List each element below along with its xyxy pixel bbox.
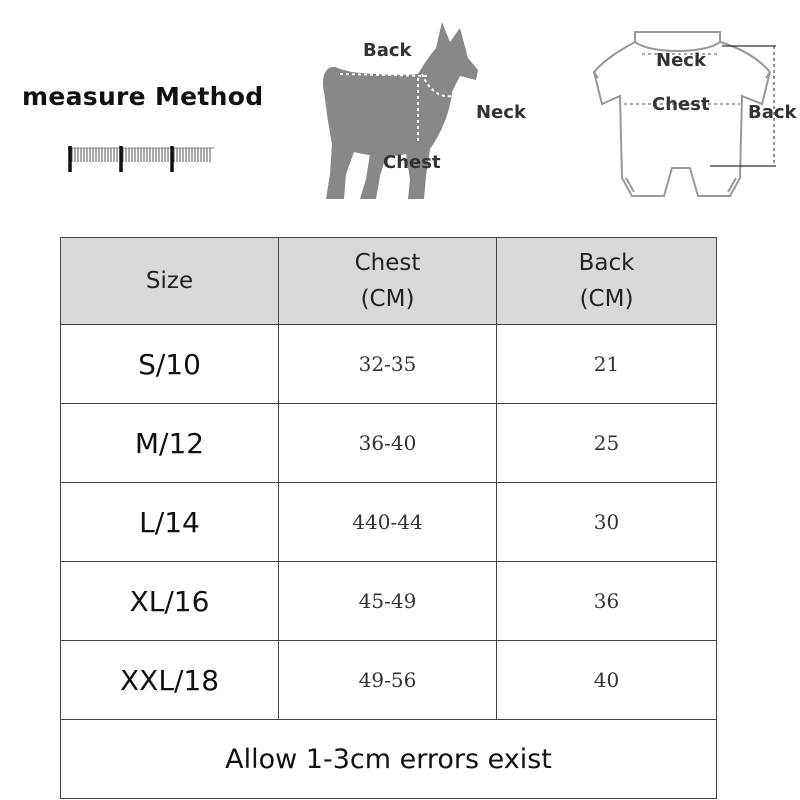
table-header-row — [61, 238, 717, 325]
header-chest: Chest (CM) — [279, 238, 497, 325]
table-row — [61, 404, 717, 483]
back-cell: 30 — [497, 483, 717, 562]
jumpsuit-back-label: Back — [748, 102, 797, 123]
size-cell: M/12 — [61, 404, 279, 483]
table-row — [61, 483, 717, 562]
jumpsuit-chest-label: Chest — [652, 94, 710, 115]
dog-back-label: Back — [363, 40, 412, 61]
jumpsuit-neck-label: Neck — [656, 50, 706, 71]
size-cell: XXL/18 — [61, 641, 279, 720]
back-cell: 21 — [497, 325, 717, 404]
table-row — [61, 562, 717, 641]
chest-cell: 36-40 — [279, 404, 497, 483]
ruler-icon — [66, 140, 216, 176]
measurement-note: Allow 1-3cm errors exist — [61, 720, 717, 799]
back-cell: 25 — [497, 404, 717, 483]
table-row — [61, 325, 717, 404]
back-cell: 40 — [497, 641, 717, 720]
chest-cell: 32-35 — [279, 325, 497, 404]
dog-chest-label: Chest — [383, 152, 441, 173]
measure-method-title: measure Method — [22, 82, 264, 111]
size-cell: S/10 — [61, 325, 279, 404]
header-size: Size — [61, 238, 279, 325]
size-cell: XL/16 — [61, 562, 279, 641]
size-chart-table — [60, 237, 717, 799]
header-back: Back (CM) — [497, 238, 717, 325]
chest-cell: 49-56 — [279, 641, 497, 720]
chest-cell: 45-49 — [279, 562, 497, 641]
back-cell: 36 — [497, 562, 717, 641]
note-row — [61, 720, 717, 799]
chest-cell: 440-44 — [279, 483, 497, 562]
dog-neck-label: Neck — [476, 102, 526, 123]
size-cell: L/14 — [61, 483, 279, 562]
table-row — [61, 641, 717, 720]
